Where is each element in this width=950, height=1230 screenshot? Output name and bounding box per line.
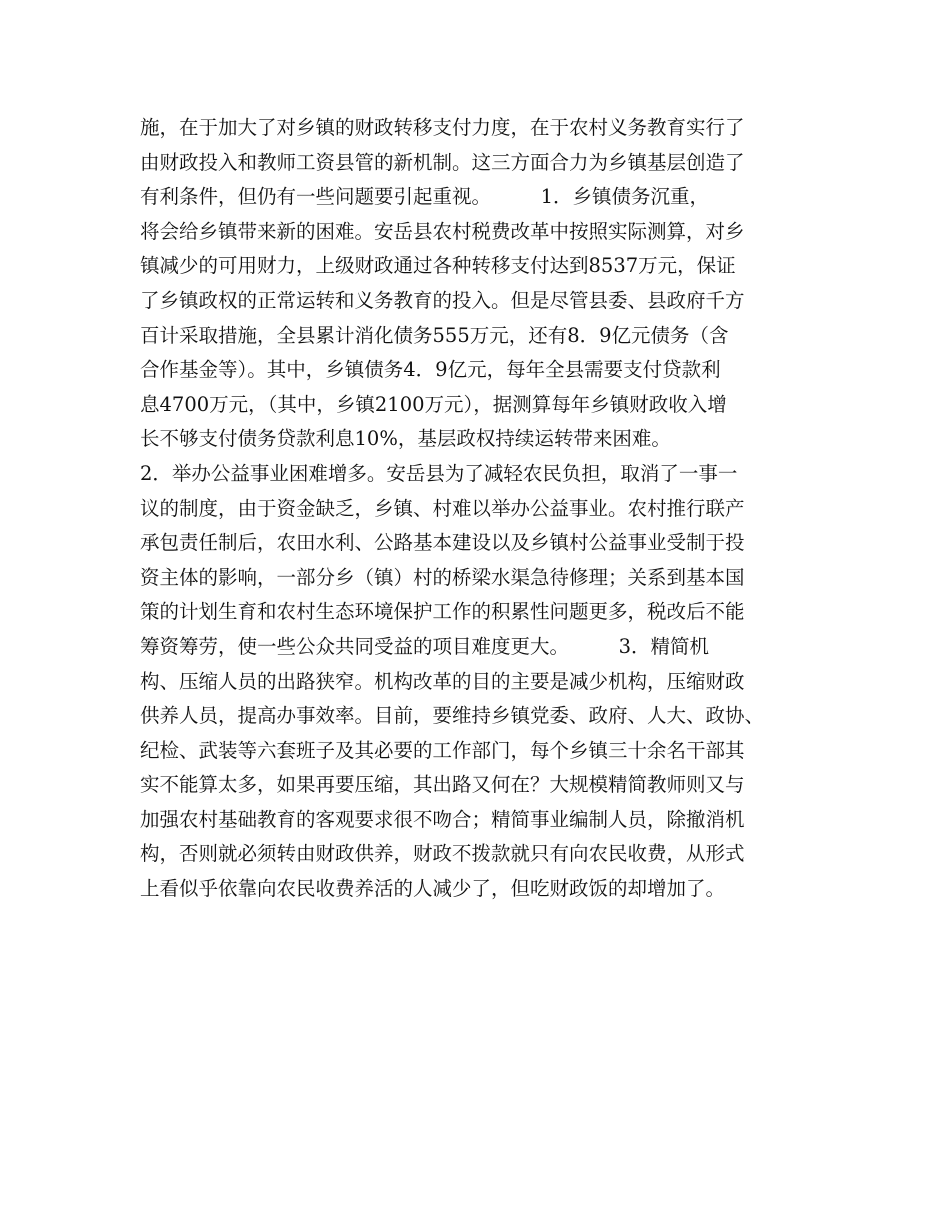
text-line: 策的计划生育和农村生态环境保护工作的积累性问题更多，税改后不能 <box>140 600 745 624</box>
text-line: 实不能算太多，如果再要压缩，其出路又何在？大规模精简教师则又与 <box>140 773 745 797</box>
text-line: 筹资筹劳，使一些公众共同受益的项目难度更大。 3．精简机 <box>140 634 709 658</box>
text-line: 镇减少的可用财力，上级财政通过各种转移支付达到8537万元，保证 <box>140 254 736 278</box>
text-line: 纪检、武装等六套班子及其必要的工作部门，每个乡镇三十余名干部其 <box>140 738 745 762</box>
text-line: 将会给乡镇带来新的困难。安岳县农村税费改革中按照实际测算，对乡 <box>140 219 745 243</box>
text-line: 长不够支付债务贷款利息10%，基层政权持续运转带来困难。 <box>140 427 671 451</box>
text-line: 供养人员，提高办事效率。目前，要维持乡镇党委、政府、人大、政协、 <box>140 704 765 728</box>
text-line: 构、压缩人员的出路狭窄。机构改革的目的主要是减少机构，压缩财政 <box>140 669 745 693</box>
text-line: 2．举办公益事业困难增多。安岳县为了减轻农民负担，取消了一事一 <box>140 461 738 485</box>
text-line: 议的制度，由于资金缺乏，乡镇、村难以举办公益事业。农村推行联产 <box>140 496 745 520</box>
text-line: 百计采取措施，全县累计消化债务555万元，还有8．9亿元债务（含 <box>140 323 729 347</box>
text-line: 承包责任制后，农田水利、公路基本建设以及乡镇村公益事业受制于投 <box>140 531 745 555</box>
text-line: 上看似乎依靠向农民收费养活的人减少了，但吃财政饭的却增加了。 <box>140 877 726 901</box>
body-text <box>140 111 820 907</box>
text-line: 资主体的影响，一部分乡（镇）村的桥梁水渠急待修理；关系到基本国 <box>140 565 745 589</box>
text-line: 有利条件，但仍有一些问题要引起重视。 1．乡镇债务沉重， <box>140 185 709 209</box>
text-line: 息4700万元，（其中，乡镇2100万元），据测算每年乡镇财政收入增 <box>140 392 727 416</box>
text-line: 施，在于加大了对乡镇的财政转移支付力度，在于农村义务教育实行了 <box>140 116 745 139</box>
text-line: 由财政投入和教师工资县管的新机制。这三方面合力为乡镇基层创造了 <box>140 150 745 174</box>
text-line: 加强农村基础教育的客观要求很不吻合；精简事业编制人员，除撤消机 <box>140 807 745 831</box>
text-line: 了乡镇政权的正常运转和义务教育的投入。但是尽管县委、县政府千方 <box>140 288 745 312</box>
text-line: 构，否则就必须转由财政供养，财政不拨款就只有向农民收费，从形式 <box>140 842 745 866</box>
text-line: 合作基金等）。其中，乡镇债务4．9亿元，每年全县需要支付贷款利 <box>140 358 721 382</box>
